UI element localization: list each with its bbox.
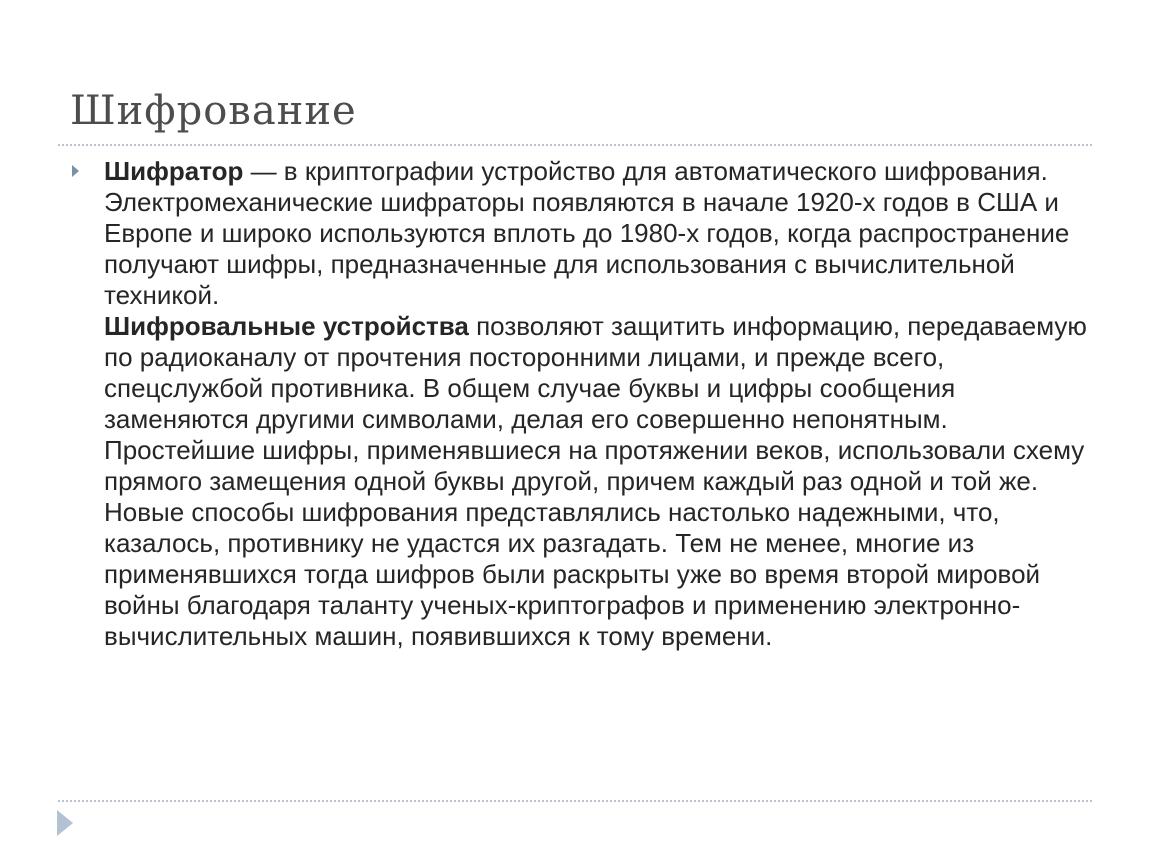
footer-divider [58, 800, 1092, 802]
term-shifrator: Шифратор [104, 156, 244, 186]
paragraph-shifrator-text: — в криптографии устройство для автоматического шифрования. Электромеханические шифраторы появляются в начале 1920-х годов в США и Европе и широко используются вплоть до 1980-х годов, когда распространение получают шифры, предназначенные для использования с вычислительной техникой. [104, 156, 1070, 310]
term-devices: Шифровальные устройства [104, 311, 469, 341]
paragraph-devices-text: позволяют защитить информацию, передаваемую по радиоканалу от прочтения посторонними лицами, и прежде всего, спецслужбой противника. В общем случае буквы и цифры сообщения заменяются другими символами, делая его совершенно непонятным. Простейшие шифры, применявшиеся на протяжении веков, использовали схему прямого замещения одной буквы другой, причем каждый раз одной и той же. [104, 311, 1087, 496]
paragraph-shifrator [104, 156, 1094, 311]
slide-body [104, 156, 1094, 652]
title-divider [58, 144, 1092, 146]
next-slide-arrow-icon[interactable] [57, 810, 73, 836]
slide-title: Шифрование [70, 88, 357, 134]
paragraph-devices [104, 311, 1094, 497]
bullet-triangle-icon [72, 165, 79, 177]
paragraph-new-methods: Новые способы шифрования представлялись настолько надежными, что, казалось, противнику не удастся их разгадать. Тем не менее, многие из применявшихся тогда шифров были раскрыты уже во время второй мировой войны благодаря таланту ученых-криптографов и применению электронно-вычислительных машин, появившихся к тому времени. [104, 497, 1041, 651]
